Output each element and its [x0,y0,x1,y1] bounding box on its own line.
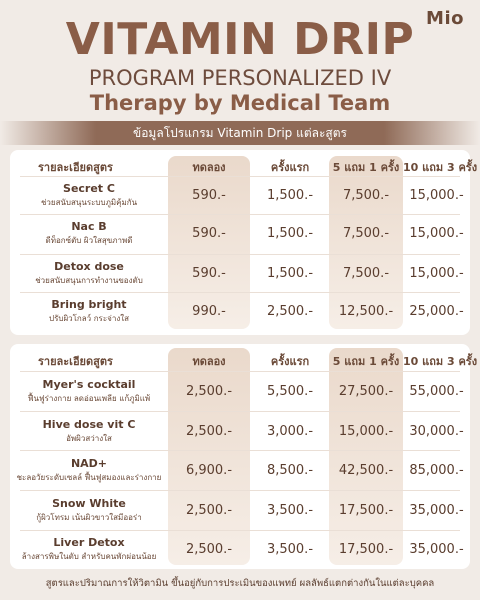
formula-name: Liver Detox [53,536,125,549]
formula-desc: อัพผิวสว่างใส [66,434,112,443]
formula-name: Snow White [52,497,126,510]
divider [20,254,460,255]
header-5-free-1: 5 แถม 1 ครั้ง [332,355,400,368]
price-5-free-1: 7,500.- [342,188,390,203]
divider [20,450,460,451]
price-trial: 590.- [192,188,226,203]
section-banner: ข้อมูลโปรแกรม Vitamin Drip แต่ละสูตร [0,121,480,145]
price-10-free-3: 15,000.- [409,188,464,203]
price-5-free-1: 42,500.- [338,463,394,478]
formula-desc: ปรับผิวโกลว์ กระจ่างใส [48,314,130,323]
column-highlight-trial [168,348,250,565]
header-first-time: ครั้งแรก [270,355,310,368]
price-trial: 2,500.- [185,424,233,439]
divider [20,292,460,293]
price-5-free-1: 17,500.- [338,503,394,518]
formula-name: Detox dose [54,260,124,273]
page-tagline: Therapy by Medical Team [89,91,391,115]
price-first-time: 2,500.- [266,304,314,319]
formula-desc: กู้ผิวโทรม เน้นผิวขาวใสมีออร่า [36,513,142,522]
divider [20,214,460,215]
header-trial: ทดลอง [192,161,226,174]
price-trial: 590.- [192,226,226,241]
page-title: VITAMIN DRIP [65,14,415,65]
divider [20,176,460,177]
divider [20,411,460,412]
header-10-free-3: 10 แถม 3 ครั้ง [403,355,478,368]
price-10-free-3: 25,000.- [409,304,464,319]
price-10-free-3: 85,000.- [409,463,464,478]
formula-name: Secret C [63,182,115,195]
price-5-free-1: 27,500.- [338,384,394,399]
price-first-time: 1,500.- [266,188,314,203]
formula-name: Bring bright [51,298,127,311]
formula-desc: ดีท็อกซ์ตับ ผิวใสสุขภาพดี [45,236,133,245]
divider [20,530,460,531]
formula-name: Myer's cocktail [42,378,136,391]
price-10-free-3: 15,000.- [409,226,464,241]
price-10-free-3: 35,000.- [409,542,464,557]
formula-desc: ช่วยสนับสนุนการทำงานของตับ [35,276,143,285]
price-table-2 [10,344,478,569]
price-10-free-3: 55,000.- [409,384,464,399]
formula-name: Hive dose vit C [42,418,136,431]
price-first-time: 3,500.- [266,542,314,557]
price-first-time: 8,500.- [266,463,314,478]
formula-desc: ล้างสารพิษในตับ สำหรับคนพักผ่อนน้อย [21,552,157,561]
price-table-1 [10,150,478,335]
price-5-free-1: 12,500.- [338,304,394,319]
header-formula: รายละเอียดสูตร [38,355,113,368]
price-trial: 2,500.- [185,542,233,557]
price-10-free-3: 35,000.- [409,503,464,518]
price-first-time: 5,500.- [266,384,314,399]
formula-name: Nac B [71,220,107,233]
formula-desc: ฟื้นฟูร่างกาย ลดอ่อนเพลีย แก้ภูมิแพ้ [27,394,151,403]
price-10-free-3: 15,000.- [409,266,464,281]
price-first-time: 1,500.- [266,226,314,241]
formula-desc: ช่วยสนับสนุนระบบภูมิคุ้มกัน [40,198,138,207]
price-first-time: 3,000.- [266,424,314,439]
price-5-free-1: 17,500.- [338,542,394,557]
price-first-time: 3,500.- [266,503,314,518]
header-10-free-3: 10 แถม 3 ครั้ง [403,161,478,174]
price-5-free-1: 7,500.- [342,226,390,241]
price-trial: 6,900.- [185,463,233,478]
price-trial: 2,500.- [185,384,233,399]
formula-name: NAD+ [70,457,108,470]
formula-desc: ชะลอวัยระดับเซลล์ ฟื้นฟูสมองและร่างกาย [16,473,162,482]
divider [20,490,460,491]
footer-disclaimer: สูตรและปริมาณการให้วิตามิน ขึ้นอยู่กับการประเมินของแพทย์ ผลลัพธ์แตกต่างกันในแต่ละบุคคล [45,578,435,589]
brand-logo: Mio [426,8,464,29]
price-first-time: 1,500.- [266,266,314,281]
column-highlight-5plus1 [329,348,403,565]
header-formula: รายละเอียดสูตร [38,161,113,174]
price-5-free-1: 15,000.- [338,424,394,439]
header-first-time: ครั้งแรก [270,161,310,174]
price-trial: 590.- [192,266,226,281]
price-10-free-3: 30,000.- [409,424,464,439]
page-subtitle: PROGRAM PERSONALIZED IV [88,66,392,90]
header-trial: ทดลอง [192,355,226,368]
price-5-free-1: 7,500.- [342,266,390,281]
price-trial: 2,500.- [185,503,233,518]
price-trial: 990.- [192,304,226,319]
divider [20,371,460,372]
header-5-free-1: 5 แถม 1 ครั้ง [332,161,400,174]
